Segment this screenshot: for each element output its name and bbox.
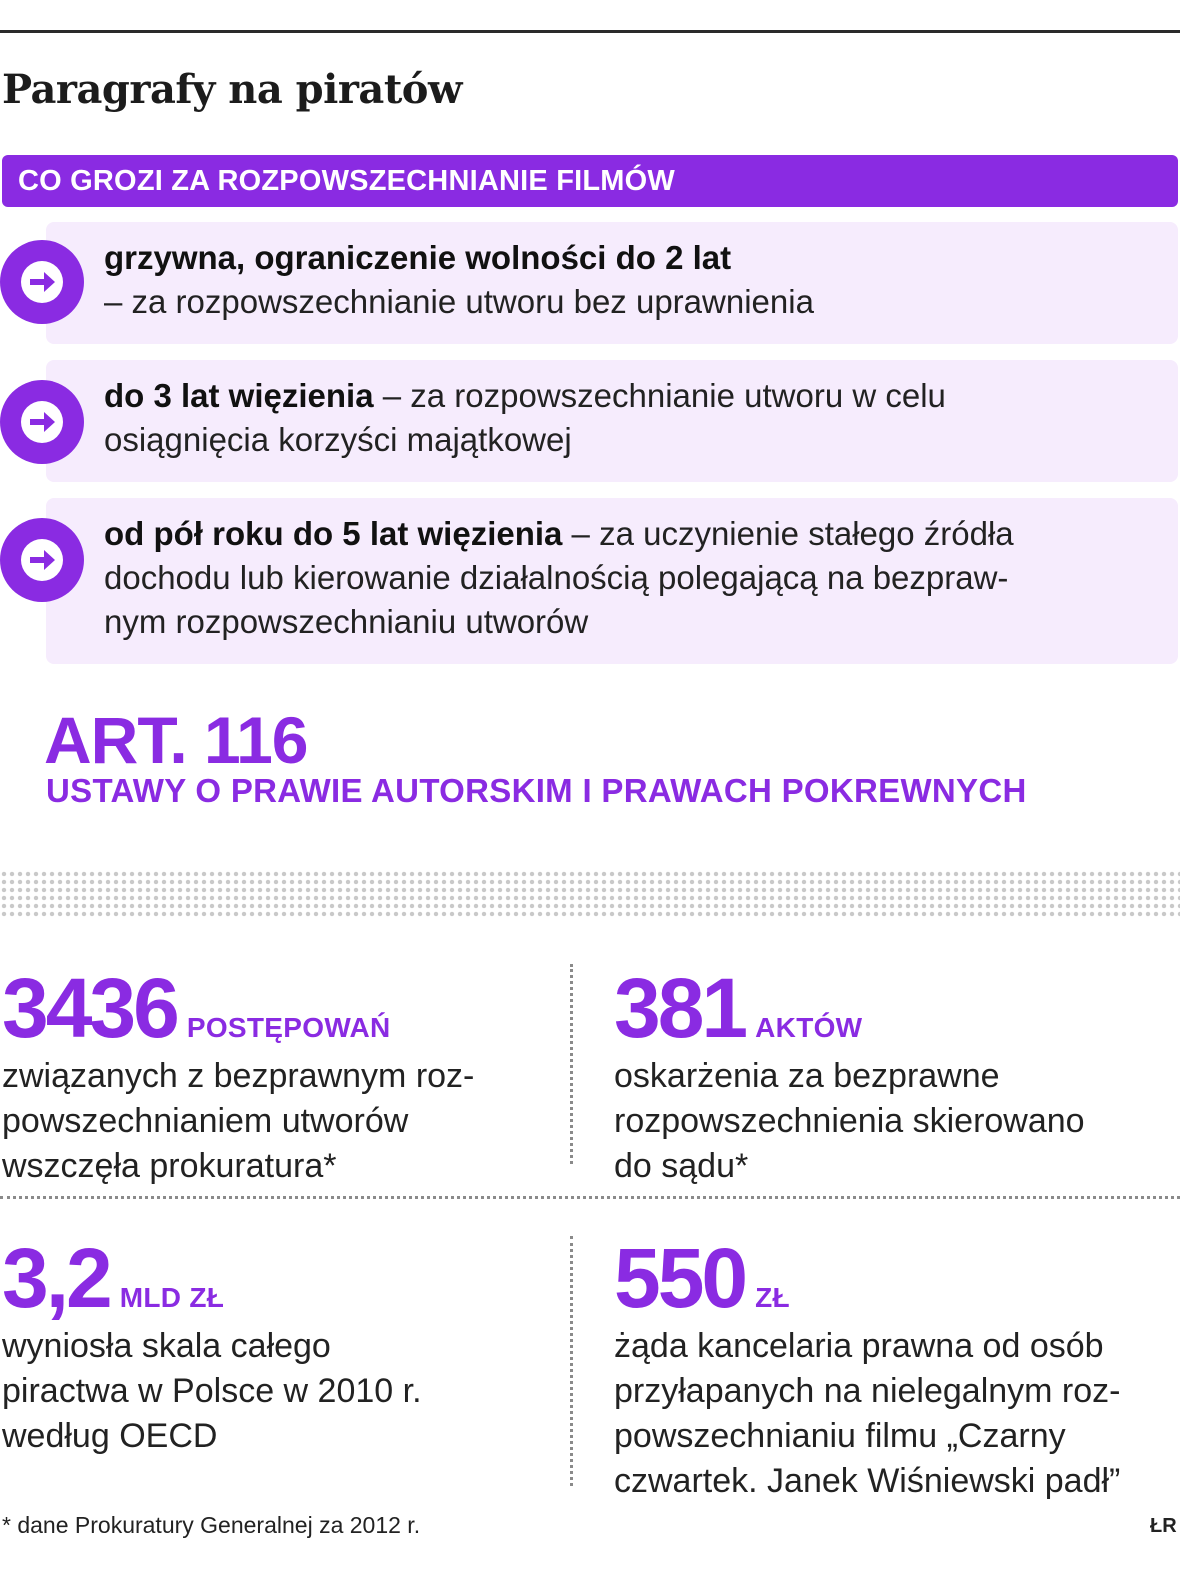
page-title: Paragrafy na piratów xyxy=(2,66,462,113)
penalty-item-2 xyxy=(46,360,1178,482)
section-header: CO GROZI ZA ROZPOWSZECHNIANIE FILMÓW xyxy=(2,155,1178,207)
penalty-3-line-1 xyxy=(104,512,1158,556)
stat-value: 3436 xyxy=(2,961,177,1055)
penalty-1-line-1 xyxy=(104,236,1158,280)
penalty-item-3 xyxy=(46,498,1178,664)
stat-unit: ZŁ xyxy=(755,1282,790,1313)
penalty-3-text: – za uczynienie stałego źródła xyxy=(562,515,1014,552)
stat-value: 550 xyxy=(614,1231,746,1325)
penalty-3-line-3: nym rozpowszechnianiu utworów xyxy=(104,603,589,640)
author-credit: ŁR xyxy=(1150,1515,1177,1537)
penalty-item-1 xyxy=(46,222,1178,344)
stat-unit: AKTÓW xyxy=(755,1012,863,1043)
arrow-icon xyxy=(0,518,84,602)
stat-unit: MLD ZŁ xyxy=(119,1282,225,1313)
vertical-dotted-divider xyxy=(570,964,573,1164)
article-number: ART. 116 xyxy=(44,703,308,777)
stat-description: wyniosła skala całego piractwa w Polsce w 2010 r. według OECD xyxy=(2,1327,422,1455)
arrow-icon xyxy=(0,240,84,324)
stat-description: związanych z bezprawnym roz- powszechnianiem utworów wszczęła prokuratura* xyxy=(2,1057,475,1185)
stat-proceedings xyxy=(2,961,475,1189)
penalty-2-line-2: osiągnięcia korzyści majątkowej xyxy=(104,421,572,458)
article-subtitle: USTAWY O PRAWIE AUTORSKIM I PRAWACH POKREWNYCH xyxy=(46,772,1027,809)
stat-value: 3,2 xyxy=(2,1231,110,1325)
stat-piracy-scale xyxy=(2,1231,422,1459)
stat-unit: POSTĘPOWAŃ xyxy=(186,1012,391,1043)
stat-value: 381 xyxy=(614,961,746,1055)
penalty-2-bold: do 3 lat więzienia xyxy=(104,377,374,414)
arrow-icon xyxy=(0,380,84,464)
vertical-dotted-divider xyxy=(570,1236,573,1486)
horizontal-dotted-divider xyxy=(0,1196,1180,1199)
penalty-2-text: – za rozpowszechnianie utworu w celu xyxy=(373,377,946,414)
penalty-3-bold: od pół roku do 5 lat więzienia xyxy=(104,515,563,552)
footnote: * dane Prokuratury Generalnej za 2012 r. xyxy=(2,1512,421,1538)
stat-indictments xyxy=(614,961,1085,1189)
stat-description: żąda kancelaria prawna od osób przyłapanych na nielegalnym roz- powszechnianiu filmu „Czarny czwartek. Janek Wiśniewski padł” xyxy=(614,1327,1121,1500)
penalty-1-line-2: – za rozpowszechnianie utworu bez uprawnienia xyxy=(104,283,814,320)
stat-law-firm-demand xyxy=(614,1231,1121,1504)
penalty-1-bold: grzywna, ograniczenie wolności do 2 lat xyxy=(104,239,732,276)
stat-description: oskarżenia za bezprawne rozpowszechnienia skierowano do sądu* xyxy=(614,1057,1085,1185)
penalty-2-line-1 xyxy=(104,374,1158,418)
dotted-divider-band xyxy=(0,870,1180,918)
penalty-3-line-2: dochodu lub kierowanie działalnością polegającą na bezpraw- xyxy=(104,559,1009,596)
top-rule xyxy=(0,30,1180,33)
